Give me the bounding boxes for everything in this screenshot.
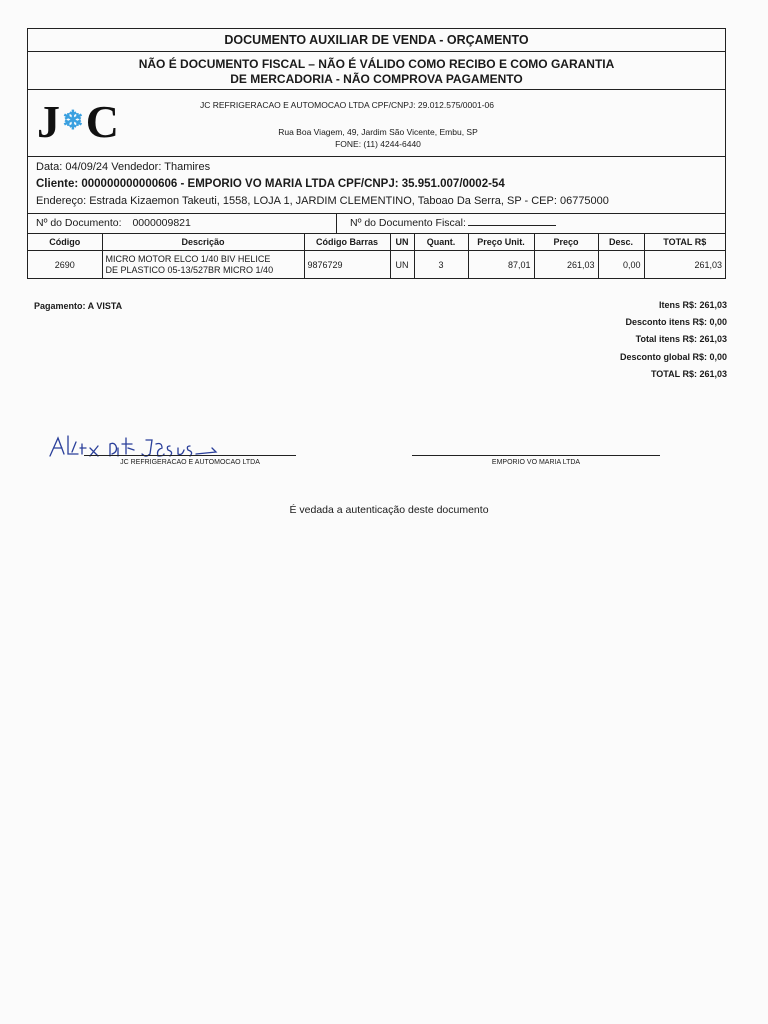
desconto-itens: Desconto itens R$: 0,00 <box>625 317 727 328</box>
items-table <box>28 234 725 278</box>
doc-row-divider <box>336 214 337 233</box>
cell-codigo-barras: 9876729 <box>304 251 390 279</box>
signature-label-left: JC REFRIGERACAO E AUTOMOCAO LTDA <box>120 459 260 466</box>
snowflake-icon: ❄ <box>62 106 84 135</box>
doc-number-label: Nº do Documento: <box>36 217 122 229</box>
signature-line-right <box>412 455 660 456</box>
col-header-un: UN <box>390 234 414 251</box>
cell-descricao-line-1: MICRO MOTOR ELCO 1/40 BIV HELICE <box>105 253 271 264</box>
col-header-total: TOTAL R$ <box>644 234 725 251</box>
fiscal-doc-blank <box>468 225 556 226</box>
company-address: Rua Boa Viagem, 49, Jardim São Vicente, Embu, SP <box>278 127 478 137</box>
cell-descricao-line-2: DE PLASTICO 05-13/527BR MICRO 1/40 <box>105 264 274 275</box>
payment-method: Pagamento: A VISTA <box>34 301 123 311</box>
col-header-preco: Preço <box>534 234 598 251</box>
cell-codigo: 2690 <box>28 251 102 279</box>
col-header-codigo: Código <box>28 234 102 251</box>
cell-preco: 261,03 <box>534 251 598 279</box>
col-header-quant: Quant. <box>414 234 468 251</box>
document-numbers <box>28 214 725 234</box>
cell-preco-unit: 87,01 <box>468 251 534 279</box>
authentication-notice: É vedada a autenticação deste documento <box>289 504 489 516</box>
totals-block <box>620 297 727 383</box>
signature-line-left <box>84 455 296 456</box>
cell-quant: 3 <box>414 251 468 279</box>
document-frame <box>27 28 726 279</box>
col-header-desc: Desc. <box>598 234 644 251</box>
col-header-codigo-barras: Código Barras <box>304 234 390 251</box>
total-geral: TOTAL R$: 261,03 <box>650 368 727 379</box>
date-seller: Data: 04/09/24 Vendedor: Thamires <box>36 161 211 173</box>
company-name: JC REFRIGERACAO E AUTOMOCAO LTDA CPF/CNPJ: 29.012.575/0001-06 <box>200 100 494 110</box>
signature-label-right: EMPORIO VO MARIA LTDA <box>491 459 581 466</box>
fiscal-warning-line-2: DE MERCADORIA - NÃO COMPROVA PAGAMENTO <box>230 72 523 86</box>
company-logo: J❄C <box>37 96 120 147</box>
handwritten-signature <box>46 432 226 462</box>
client-info <box>28 157 725 214</box>
company-phone: FONE: (11) 4244-6440 <box>335 139 421 149</box>
fiscal-warning <box>28 52 725 90</box>
desconto-global: Desconto global R$: 0,00 <box>619 351 727 362</box>
table-row <box>28 251 725 279</box>
total-itens-liquido: Total itens R$: 261,03 <box>635 334 727 345</box>
doc-number-value: 0000009821 <box>132 217 191 229</box>
client-address: Endereço: Estrada Kizaemon Takeuti, 1558, LOJA 1, JARDIM CLEMENTINO, Taboao Da Serra, SP - CEP: 06775000 <box>36 195 609 207</box>
doc-number-cell <box>36 217 191 229</box>
col-header-descricao: Descrição <box>102 234 304 251</box>
cell-un: UN <box>390 251 414 279</box>
fiscal-warning-line-1: NÃO É DOCUMENTO FISCAL – NÃO É VÁLIDO COMO RECIBO E COMO GARANTIA <box>138 57 615 71</box>
fiscal-doc-label: Nº do Documento Fiscal: <box>350 217 466 229</box>
fiscal-doc-cell <box>350 217 556 229</box>
col-header-preco-unit: Preço Unit. <box>468 234 534 251</box>
cell-descricao <box>102 251 304 279</box>
total-itens: Itens R$: 261,03 <box>658 300 727 310</box>
cell-desc: 0,00 <box>598 251 644 279</box>
document-title: DOCUMENTO AUXILIAR DE VENDA - ORÇAMENTO <box>28 29 725 52</box>
cell-total: 261,03 <box>694 259 722 270</box>
company-header <box>28 90 725 157</box>
client-line: Cliente: 000000000000606 - EMPORIO VO MARIA LTDA CPF/CNPJ: 35.951.007/0002-54 <box>36 178 505 190</box>
table-header-row <box>28 234 725 251</box>
